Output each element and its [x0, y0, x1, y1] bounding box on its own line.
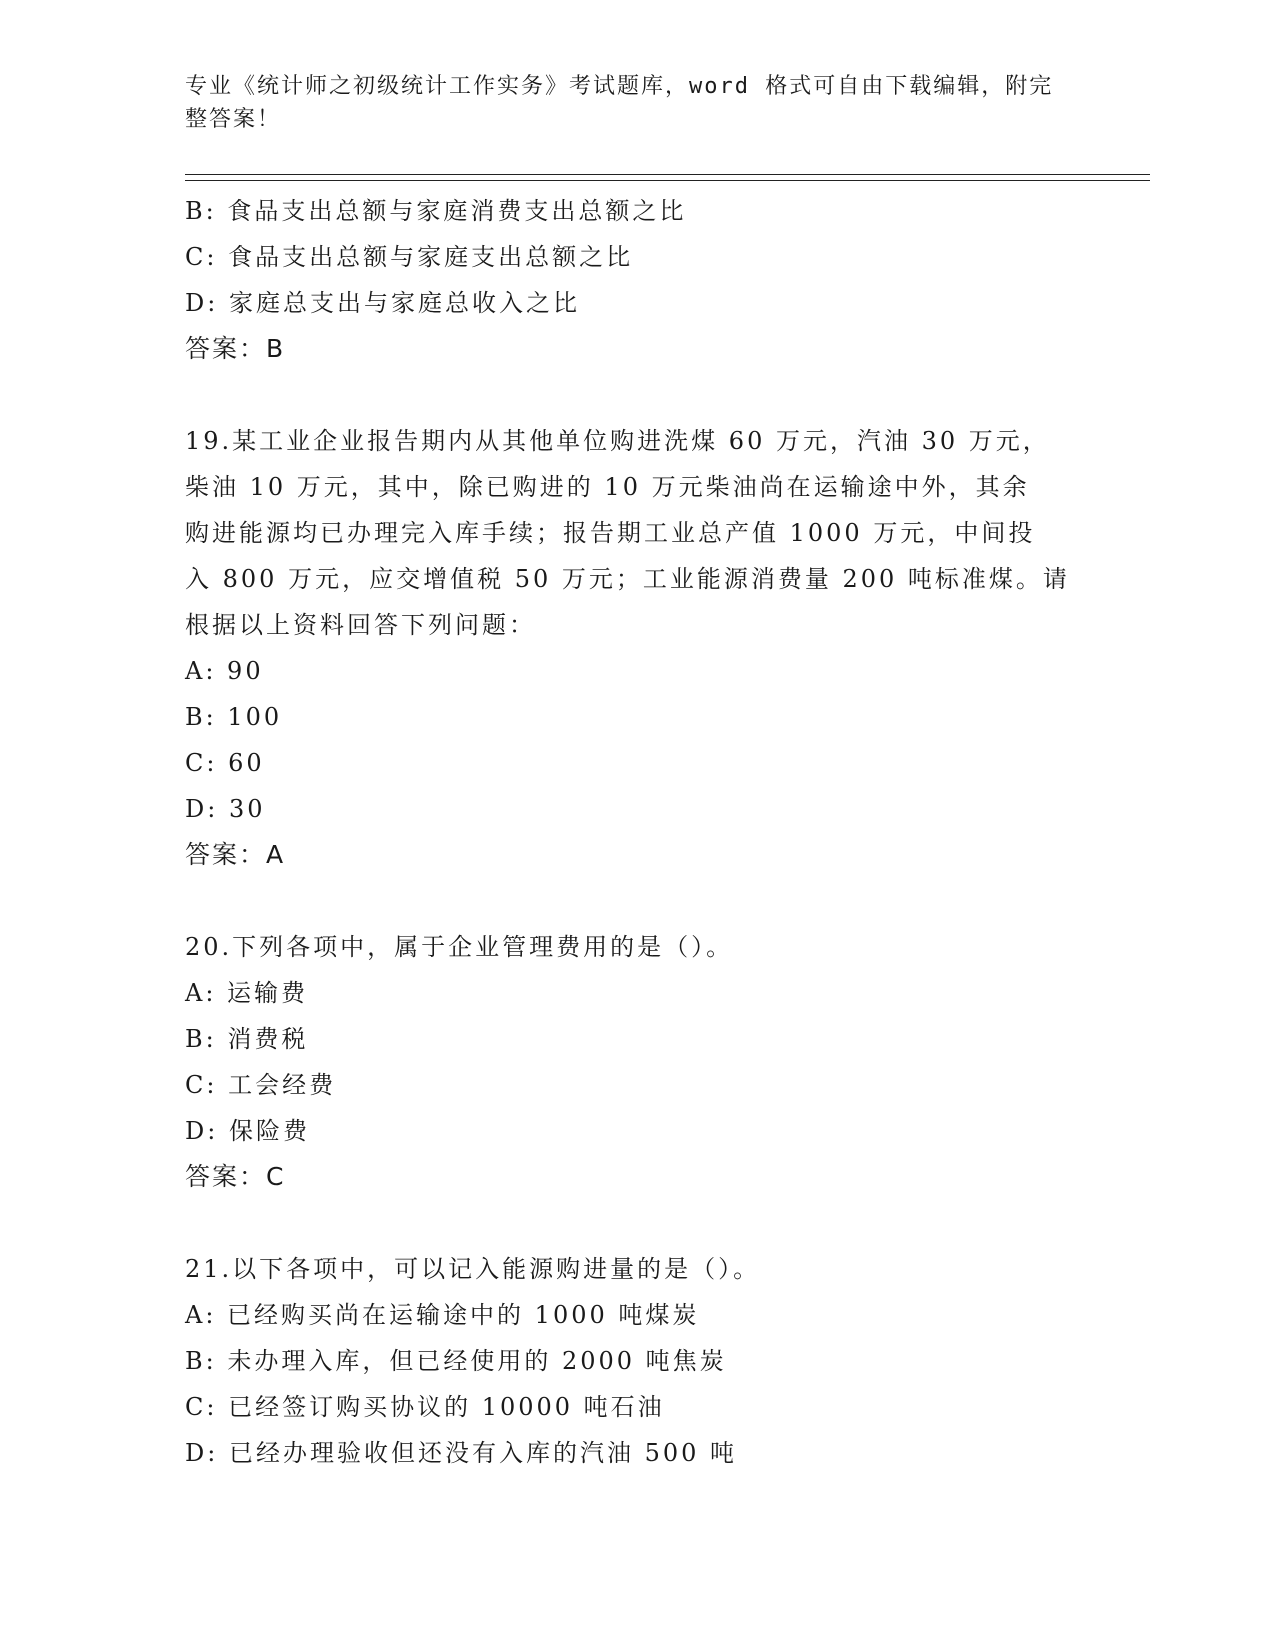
question-19 — [185, 418, 1085, 878]
header-divider-top — [185, 174, 1150, 175]
header-line-2: 整答案！ — [185, 107, 282, 132]
header-divider-bottom — [185, 180, 1150, 181]
spacer — [185, 372, 1085, 418]
document-body — [185, 188, 1085, 1476]
option-c: C: 60 — [185, 749, 265, 777]
question-line: 入 800 万元，应交增值税 50 万元；工业能源消费量 200 吨标准煤。请 — [185, 565, 1070, 593]
option-d: D: 保险费 — [185, 1117, 310, 1145]
option-b: B: 消费税 — [185, 1025, 309, 1053]
option-c: C: 已经签订购买协议的 10000 吨石油 — [185, 1393, 665, 1421]
option-c: C: 食品支出总额与家庭支出总额之比 — [185, 243, 634, 271]
document-header — [185, 70, 1085, 136]
option-c: C: 工会经费 — [185, 1071, 337, 1099]
question-text — [185, 418, 1070, 648]
question-20 — [185, 924, 1085, 1200]
question-line: 根据以上资料回答下列问题： — [185, 611, 536, 639]
question-text: 20.下列各项中，属于企业管理费用的是（）。 — [185, 933, 734, 961]
option-a: A: 90 — [185, 657, 264, 685]
option-a: A: 运输费 — [185, 979, 309, 1007]
option-b: B: 100 — [185, 703, 283, 731]
question-21 — [185, 1246, 1085, 1476]
spacer — [185, 1200, 1085, 1246]
answer-label: 答案：C — [185, 1162, 286, 1191]
spacer — [185, 878, 1085, 924]
question-text: 21.以下各项中，可以记入能源购进量的是（）。 — [185, 1255, 761, 1283]
header-line-1: 专业《统计师之初级统计工作实务》考试题库，word 格式可自由下载编辑，附完 — [185, 74, 1054, 99]
option-d: D: 已经办理验收但还没有入库的汽油 500 吨 — [185, 1439, 738, 1467]
option-d: D: 30 — [185, 795, 266, 823]
question-line: 购进能源均已办理完入库手续；报告期工业总产值 1000 万元，中间投 — [185, 519, 1036, 547]
option-b: B: 食品支出总额与家庭消费支出总额之比 — [185, 197, 687, 225]
answer-label: 答案：B — [185, 334, 286, 363]
option-d: D: 家庭总支出与家庭总收入之比 — [185, 289, 580, 317]
question-line: 19.某工业企业报告期内从其他单位购进洗煤 60 万元，汽油 30 万元， — [185, 427, 1050, 455]
answer-label: 答案：A — [185, 840, 286, 869]
option-a: A: 已经购买尚在运输途中的 1000 吨煤炭 — [185, 1301, 700, 1329]
question-18 — [185, 188, 1085, 372]
question-line: 柴油 10 万元，其中，除已购进的 10 万元柴油尚在运输途中外，其余 — [185, 473, 1030, 501]
option-b: B: 未办理入库，但已经使用的 2000 吨焦炭 — [185, 1347, 727, 1375]
